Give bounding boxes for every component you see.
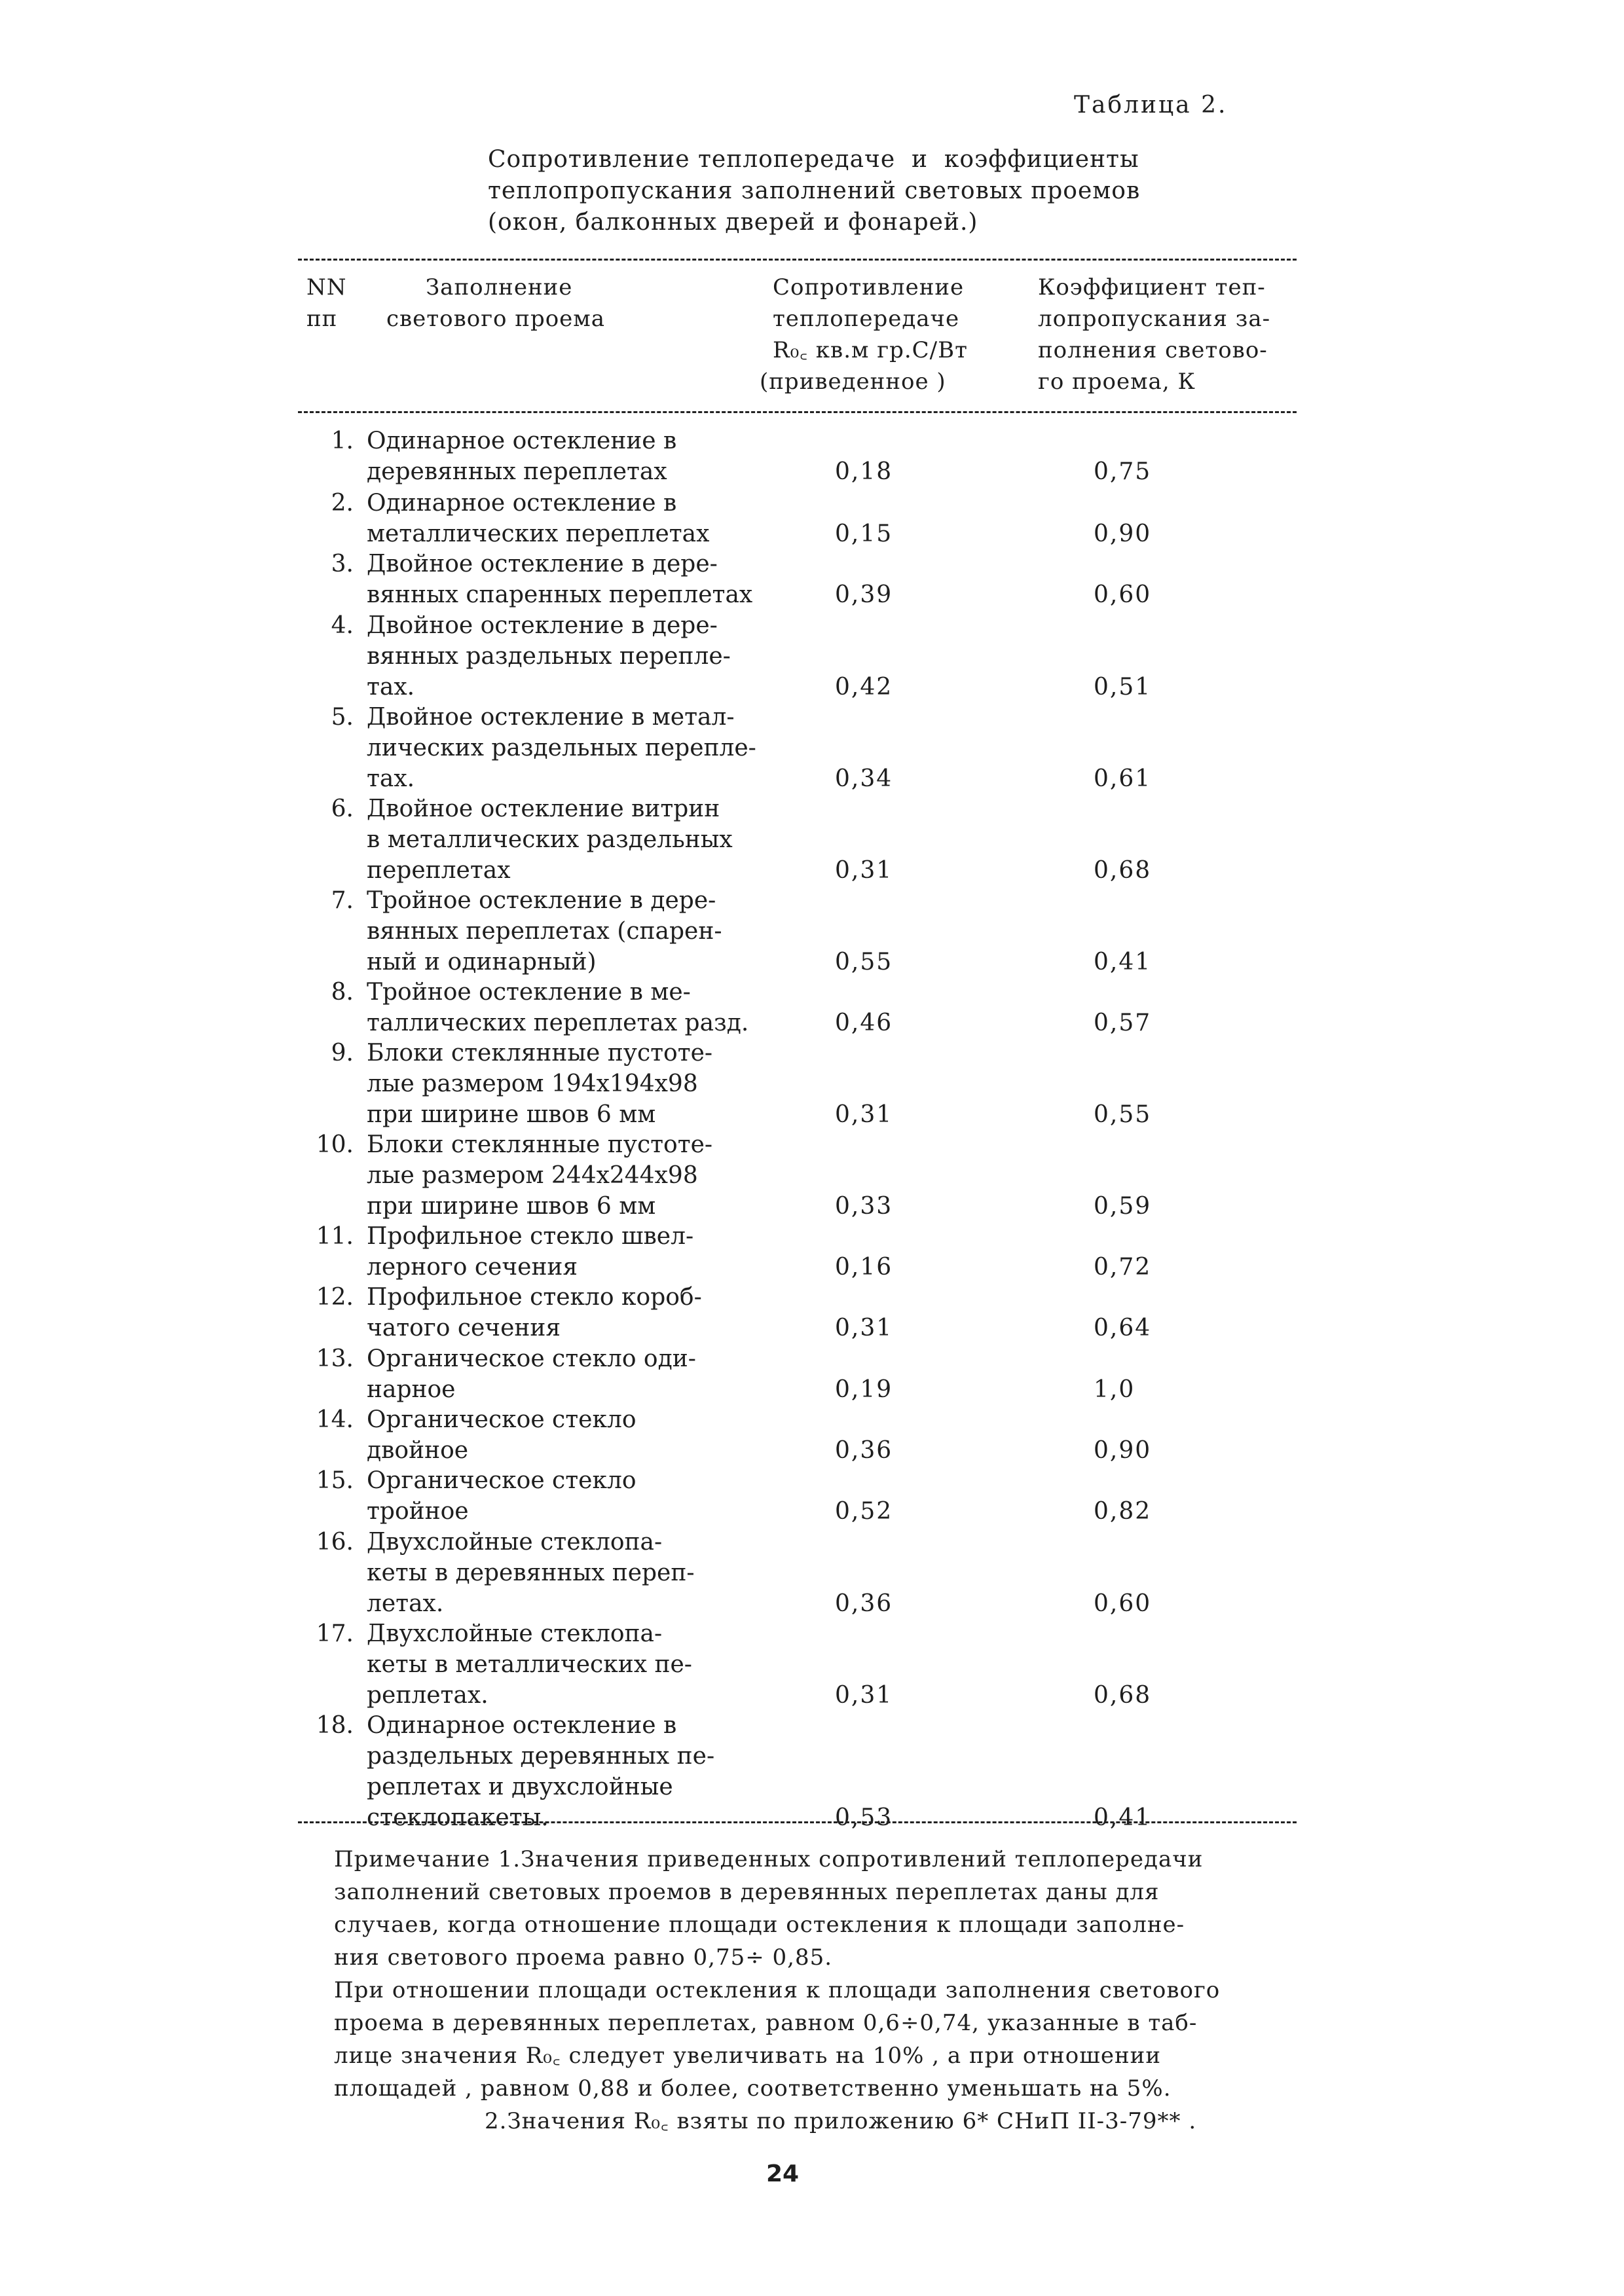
resistance-value: 0,18	[835, 458, 893, 485]
row-description	[367, 1404, 825, 1466]
row-number: 6.	[331, 795, 354, 822]
coefficient-value: 0,51	[1094, 674, 1152, 701]
note-line: случаев, когда отношение площади остекления к площади заполне-	[334, 1912, 1185, 1938]
row-description	[367, 702, 825, 794]
row-number: 11.	[316, 1223, 354, 1250]
row-description	[367, 488, 825, 549]
description-line: Профильное стекло швел-	[367, 1223, 694, 1250]
description-line: лые размером 194x194x98	[367, 1070, 698, 1097]
row-description	[367, 426, 825, 487]
note-line: заполнений световых проемов в деревянных переплетах даны для	[334, 1879, 1160, 1905]
description-line: Двойное остекление в метал-	[367, 704, 735, 731]
description-line: Органическое стекло оди-	[367, 1345, 696, 1372]
row-description	[367, 610, 825, 702]
description-line: в металлических раздельных	[367, 826, 733, 853]
description-line: вянных раздельных перепле-	[367, 643, 731, 670]
row-description	[367, 977, 825, 1038]
row-description	[367, 1710, 825, 1833]
row-number: 12.	[316, 1284, 354, 1311]
table-label: Таблица 2.	[1074, 92, 1228, 118]
note-line: ния светового проема равно 0,75÷ 0,85.	[334, 1944, 833, 1971]
page-number: 24	[766, 2160, 800, 2187]
coefficient-value: 0,41	[1094, 949, 1152, 975]
row-description	[367, 885, 825, 977]
header-line: лопропускания за-	[1038, 306, 1271, 332]
description-line: нарное	[367, 1376, 456, 1403]
coefficient-value: 0,61	[1094, 765, 1152, 792]
table-notes	[334, 1843, 1316, 2138]
description-line: Двойное остекление в дере-	[367, 551, 718, 577]
row-description	[367, 1038, 825, 1130]
description-line: ный и одинарный)	[367, 949, 597, 975]
row-description	[367, 1282, 825, 1343]
description-line: Двухслойные стеклопа-	[367, 1620, 663, 1647]
resistance-value: 0,31	[835, 1101, 893, 1128]
note-line: проема в деревянных переплетах, равном 0,6÷0,74, указанные в таб-	[334, 2010, 1198, 2036]
coefficient-value: 0,57	[1094, 1010, 1152, 1036]
row-description	[367, 549, 825, 610]
coefficient-value: 0,60	[1094, 581, 1152, 608]
resistance-value: 0,34	[835, 765, 893, 792]
row-number: 1.	[331, 428, 354, 454]
note-line: 2.Значения R₀꜀ взяты по приложению 6* СНиП II-3-79** .	[485, 2108, 1197, 2134]
coefficient-value: 0,68	[1094, 857, 1152, 884]
coefficient-value: 0,41	[1094, 1804, 1152, 1831]
coefficient-value: 0,59	[1094, 1193, 1152, 1220]
description-line: при ширине швов 6 мм	[367, 1193, 656, 1220]
description-line: лерного сечения	[367, 1254, 578, 1281]
row-number: 2.	[331, 490, 354, 517]
row-number: 13.	[316, 1345, 354, 1372]
description-line: деревянных переплетах	[367, 458, 667, 485]
coefficient-value: 1,0	[1094, 1376, 1135, 1403]
row-description	[367, 1465, 825, 1527]
header-line: NN	[306, 274, 347, 301]
header-line: (приведенное )	[760, 369, 946, 395]
row-number: 10.	[316, 1131, 354, 1158]
description-line: Органическое стекло	[367, 1406, 637, 1433]
description-line: переплетах	[367, 857, 511, 884]
note-line: площадей , равном 0,88 и более, соответственно уменьшать на 5%.	[334, 2075, 1172, 2102]
description-line: Одинарное остекление в	[367, 428, 677, 454]
description-line: тах.	[367, 674, 415, 701]
resistance-value: 0,31	[835, 1682, 893, 1709]
resistance-value: 0,55	[835, 949, 893, 975]
resistance-value: 0,33	[835, 1193, 893, 1220]
description-line: стеклопакеты.	[367, 1804, 549, 1831]
header-line: Заполнение	[426, 274, 573, 301]
coefficient-value: 0,72	[1094, 1254, 1152, 1281]
header-line: пп	[306, 306, 338, 332]
description-line: Профильное стекло короб-	[367, 1284, 702, 1311]
description-line: кеты в деревянных переп-	[367, 1559, 695, 1586]
description-line: металлических переплетах	[367, 520, 710, 547]
description-line: Одинарное остекление в	[367, 490, 677, 517]
resistance-value: 0,31	[835, 857, 893, 884]
coefficient-value: 0,60	[1094, 1590, 1152, 1617]
description-line: при ширине швов 6 мм	[367, 1101, 656, 1128]
row-number: 18.	[316, 1712, 354, 1739]
resistance-value: 0,31	[835, 1315, 893, 1341]
description-line: Одинарное остекление в	[367, 1712, 677, 1739]
row-number: 3.	[331, 551, 354, 577]
row-description	[367, 1527, 825, 1619]
row-description	[367, 1129, 825, 1222]
row-description	[367, 1343, 825, 1405]
coefficient-value: 0,75	[1094, 458, 1152, 485]
description-line: Двойное остекление в дере-	[367, 612, 718, 639]
description-line: Двухслойные стеклопа-	[367, 1529, 663, 1556]
description-line: чатого сечения	[367, 1315, 561, 1341]
resistance-value: 0,39	[835, 581, 893, 608]
table-bottom-rule	[298, 1821, 1297, 1823]
description-line: вянных спаренных переплетах	[367, 581, 753, 608]
header-line: полнения светово-	[1038, 337, 1268, 363]
header-line: Сопротивление	[773, 274, 965, 301]
resistance-value: 0,19	[835, 1376, 893, 1403]
description-line: летах.	[367, 1590, 444, 1617]
description-line: Органическое стекло	[367, 1467, 637, 1494]
resistance-value: 0,42	[835, 674, 893, 701]
header-line: го проема, К	[1038, 369, 1196, 395]
row-description	[367, 793, 825, 886]
resistance-value: 0,53	[835, 1804, 893, 1831]
coefficient-value: 0,90	[1094, 520, 1152, 547]
header-line: светового проема	[386, 306, 606, 332]
description-line: реплетах.	[367, 1682, 489, 1709]
description-line: раздельных деревянных пе-	[367, 1743, 715, 1770]
resistance-value: 0,16	[835, 1254, 893, 1281]
caption-line: (окон, балконных дверей и фонарей.)	[488, 209, 978, 236]
header-line: R₀꜀ кв.м гр.С/Вт	[773, 337, 968, 363]
description-line: реплетах и двухслойные	[367, 1774, 673, 1800]
coefficient-value: 0,90	[1094, 1437, 1152, 1464]
row-number: 4.	[331, 612, 354, 639]
row-description	[367, 1221, 825, 1283]
note-line: При отношении площади остекления к площади заполнения светового	[334, 1977, 1221, 2003]
description-line: Блоки стеклянные пустоте-	[367, 1040, 713, 1066]
coefficient-value: 0,82	[1094, 1498, 1152, 1525]
resistance-value: 0,36	[835, 1590, 893, 1617]
coefficient-value: 0,55	[1094, 1101, 1152, 1128]
description-line: Тройное остекление в дере-	[367, 887, 716, 914]
row-number: 8.	[331, 979, 354, 1006]
caption-line: Сопротивление теплопередаче и коэффициенты	[488, 146, 1139, 173]
row-number: 9.	[331, 1040, 354, 1066]
description-line: тах.	[367, 765, 415, 792]
row-number: 5.	[331, 704, 354, 731]
description-line: лических раздельных перепле-	[367, 735, 756, 761]
description-line: двойное	[367, 1437, 469, 1464]
description-line: тройное	[367, 1498, 469, 1525]
description-line: Тройное остекление в ме-	[367, 979, 691, 1006]
caption-line: теплопропускания заполнений световых проемов	[488, 177, 1141, 204]
resistance-value: 0,36	[835, 1437, 893, 1464]
coefficient-value: 0,68	[1094, 1682, 1152, 1709]
row-number: 17.	[316, 1620, 354, 1647]
header-line: теплопередаче	[773, 306, 960, 332]
description-line: Блоки стеклянные пустоте-	[367, 1131, 713, 1158]
row-number: 7.	[331, 887, 354, 914]
description-line: Двойное остекление витрин	[367, 795, 720, 822]
coefficient-value: 0,64	[1094, 1315, 1152, 1341]
header-line: Коэффициент теп-	[1038, 274, 1266, 301]
description-line: вянных переплетах (спарен-	[367, 918, 722, 945]
row-description	[367, 1618, 825, 1711]
row-number: 14.	[316, 1406, 354, 1433]
resistance-value: 0,46	[835, 1010, 893, 1036]
note-line: лице значения R₀꜀ следует увеличивать на 10% , а при отношении	[334, 2043, 1161, 2069]
description-line: таллических переплетах разд.	[367, 1010, 749, 1036]
resistance-value: 0,15	[835, 520, 893, 547]
note-line: Примечание 1.Значения приведенных сопротивлений теплопередачи	[334, 1846, 1204, 1872]
row-number: 16.	[316, 1529, 354, 1556]
description-line: лые размером 244x244x98	[367, 1162, 698, 1189]
description-line: кеты в металлических пе-	[367, 1651, 692, 1678]
resistance-value: 0,52	[835, 1498, 893, 1525]
row-number: 15.	[316, 1467, 354, 1494]
